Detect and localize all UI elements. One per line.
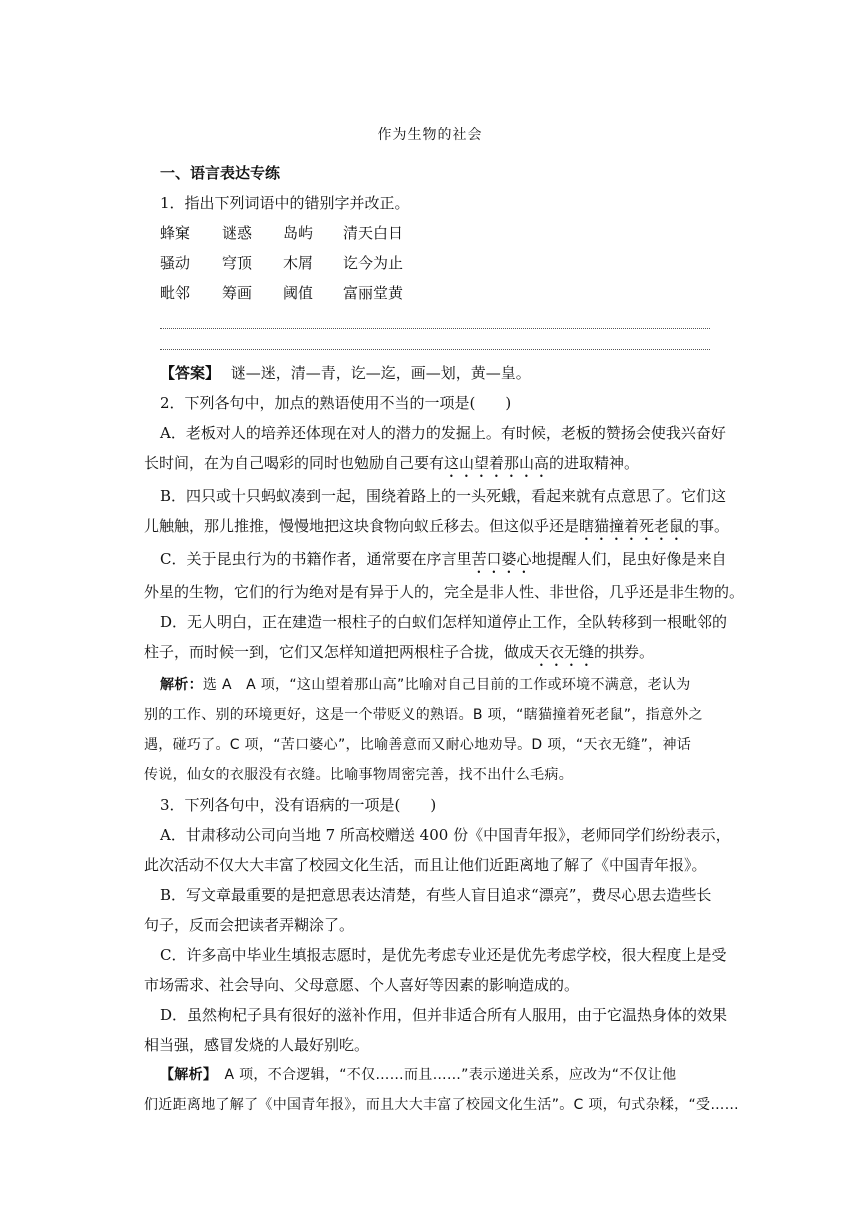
question-1-answer — [160, 358, 710, 388]
word-row-3 — [160, 278, 710, 308]
text: 柱子，而时候一到，它们又怎样知道把两根柱子合拢，做成 — [144, 643, 535, 661]
explain-tag: 【解析】 — [160, 1067, 211, 1083]
q3-option-d-line1: D．虽然枸杞子具有很好的滋补作用，但并非适合所有人服用，由于它温热身体的效果 — [160, 1006, 728, 1024]
text: C．关于昆虫行为的书籍作者，通常要在序言里 — [160, 550, 472, 568]
dotted-idiom: 苦口婆心 — [471, 550, 532, 568]
q3-option-a-line2: 此次活动不仅大大丰富了校园文化生活，而且让他们近距离地了解了《中国青年报》。 — [144, 856, 707, 874]
text: 儿触触，那儿推推，慢慢地把这块食物向蚁丘移去。但这似乎还是 — [144, 517, 580, 535]
question-3-stem: 3．下列各句中，没有语病的一项是( ) — [160, 796, 437, 814]
q3-option-c-line1: C．许多高中毕业生填报志愿时，是优先考虑专业还是优先考虑学校，很大程度上是受 — [160, 946, 727, 964]
q3-option-d-line2: 相当强，感冒发烧的人最好别吃。 — [144, 1036, 370, 1054]
q2-option-d-line2 — [144, 637, 710, 670]
q2-option-c-line2: 外星的生物，它们的行为绝对是有异于人的，完全是非人性、非世俗，几乎还是非生物的。 — [144, 583, 745, 601]
answer-line-2 — [160, 337, 710, 350]
q2-explain-line4: 传说，仙女的衣服没有衣缝。比喻事物周密完善，找不出什么毛病。 — [144, 767, 573, 783]
q3-option-a-line1: A．甘肃移动公司向当地 7 所高校赠送 400 份《中国青年报》，老师同学们纷纷表示， — [160, 826, 731, 844]
word: 穹顶 — [222, 254, 253, 272]
answer-line-1 — [160, 316, 710, 329]
document-body — [144, 158, 745, 1120]
q2-option-c-line1 — [160, 544, 727, 577]
q3-explain-line1 — [160, 1060, 710, 1090]
text: 长时间，在为自己喝彩的同时也勉励自己要有 — [144, 454, 445, 472]
q2-option-a-line1: A．老板对人的培养还体现在对人的潜力的发掘上。有时候，老板的赞扬会使我兴奋好 — [160, 424, 726, 442]
dotted-idiom: 瞎猫撞着死老鼠 — [579, 517, 685, 535]
dotted-idiom: 天衣无缝 — [534, 643, 595, 661]
word: 蜂窠 — [160, 224, 191, 242]
word: 谜惑 — [222, 224, 253, 242]
q2-option-a-line2 — [144, 448, 710, 481]
dotted-idiom: 这山望着那山高 — [444, 454, 550, 472]
word: 岛屿 — [283, 224, 314, 242]
word: 清天白日 — [343, 224, 404, 242]
explain-text: 选 A A 项，“这山望着那山高”比喻对自己目前的工作或环境不满意，老认为 — [202, 677, 691, 693]
q2-option-b-line2 — [144, 511, 730, 544]
q3-option-b-line2: 句子，反而会把读者弄糊涂了。 — [144, 916, 355, 934]
q3-explain-line2: 们近距离地了解了《中国青年报》，而且大大丰富了校园文化生活”。C 项，句式杂糅，“受…… — [144, 1097, 739, 1113]
explain-text: A 项，不合逻辑，“不仅……而且……”表示递进关系，应改为“不仅让他 — [210, 1067, 677, 1083]
word: 木屑 — [283, 254, 314, 272]
word-row-2 — [160, 248, 710, 278]
q2-explain-line2: 别的工作、别的环境更好，这是一个带贬义的熟语。B 项，“瞎猫撞着死老鼠”，指意外之 — [144, 707, 703, 723]
q2-option-d-line1: D．无人明白，正在建造一根柱子的白蚁们怎样知道停止工作，全队转移到一根毗邻的 — [160, 613, 728, 631]
word: 骚动 — [160, 254, 191, 272]
explain-tag: 解析： — [160, 677, 203, 693]
word: 讫今为止 — [343, 254, 404, 272]
word: 毗邻 — [160, 284, 191, 302]
section-heading: 一、语言表达专练 — [160, 164, 281, 182]
q3-option-c-line2: 市场需求、社会导向、父母意愿、个人喜好等因素的影响造成的。 — [144, 976, 580, 994]
word: 筹画 — [222, 284, 253, 302]
text: 地提醒人们，昆虫好像是来自 — [531, 550, 727, 568]
q2-option-b-line1: B．四只或十只蚂蚁凑到一起，围绕着路上的一头死蛾，看起来就有点意思了。它们这 — [160, 487, 727, 505]
word-row-1 — [160, 218, 710, 248]
question-1-stem: 1．指出下列词语中的错别字并改正。 — [160, 194, 410, 212]
question-2-stem: 2．下列各句中，加点的熟语使用不当的一项是( ) — [160, 394, 512, 412]
text: 的事。 — [684, 517, 730, 535]
text: 的拱券。 — [594, 643, 655, 661]
q3-option-b-line1: B．写文章最重要的是把意思表达清楚，有些人盲目追求“漂亮”，费尽心思去造些长 — [160, 886, 712, 904]
answer-tag: 【答案】 — [160, 364, 221, 382]
q2-explain-line1 — [160, 670, 710, 700]
answer-text: 谜—迷，清—青，讫—迄，画—划，黄—皇。 — [230, 364, 531, 382]
word: 阈值 — [283, 284, 314, 302]
q2-explain-line3: 遇，碰巧了。C 项，“苦口婆心”，比喻善意而又耐心地劝导。D 项，“天衣无缝”，神话 — [144, 737, 692, 753]
page-title: 作为生物的社会 — [377, 127, 483, 143]
word: 富丽堂黄 — [343, 284, 404, 302]
text: 的进取精神。 — [549, 454, 640, 472]
